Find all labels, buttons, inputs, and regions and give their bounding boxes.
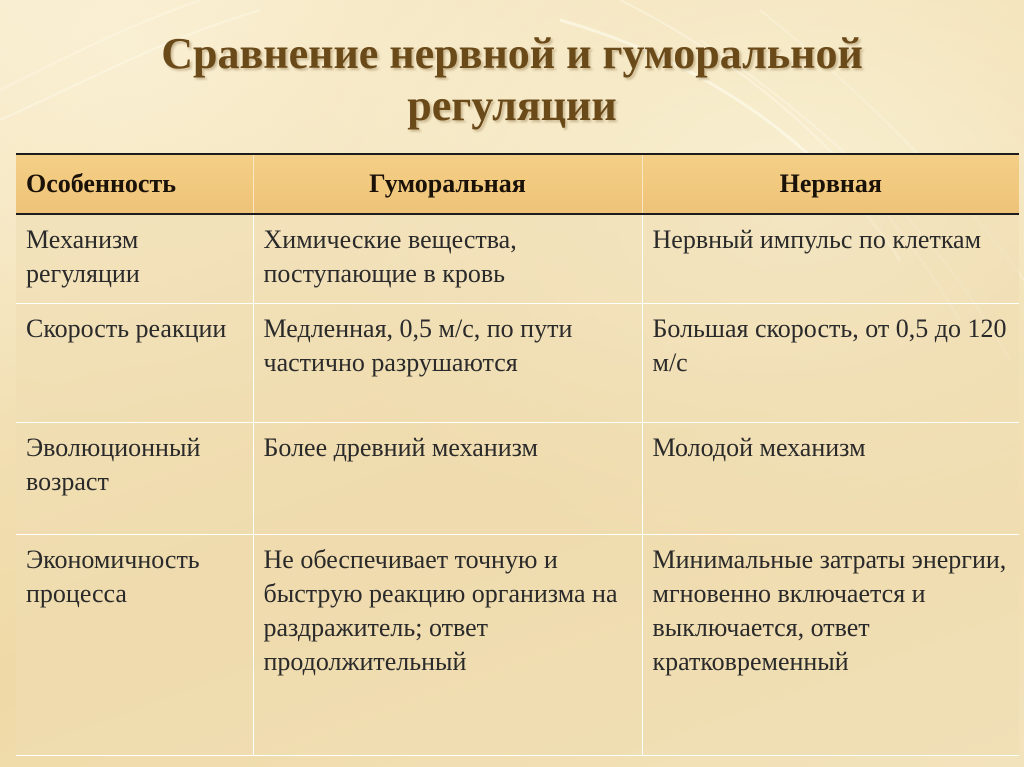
page-title-line-1: Сравнение нервной и гуморальной [161, 29, 863, 78]
table-row [16, 535, 1019, 756]
column-header-feature: Особенность [16, 154, 253, 214]
cell-feature: Скорость реакции [16, 304, 253, 423]
cell-nervous: Минимальные затраты энергии, мгновенно включается и выключается, ответ кратковременный [642, 535, 1019, 756]
table-header-row [16, 154, 1019, 214]
cell-nervous: Нервный импульс по клеткам [642, 214, 1019, 304]
page-title-line-2: регуляции [407, 81, 617, 130]
table-row [16, 423, 1019, 535]
page-title [0, 28, 1024, 132]
cell-feature: Экономичность процесса [16, 535, 253, 756]
column-header-nervous: Нервная [642, 154, 1019, 214]
cell-humoral: Медленная, 0,5 м/с, по пути частично разрушаются [253, 304, 642, 423]
column-header-humoral: Гуморальная [253, 154, 642, 214]
cell-nervous: Большая скорость, от 0,5 до 120 м/с [642, 304, 1019, 423]
comparison-table [16, 153, 1019, 756]
cell-humoral: Химические вещества, поступающие в кровь [253, 214, 642, 304]
cell-nervous: Молодой механизм [642, 423, 1019, 535]
cell-humoral: Более древний механизм [253, 423, 642, 535]
cell-humoral: Не обеспечивает точную и быструю реакцию организма на раздражитель; ответ продолжительный [253, 535, 642, 756]
cell-feature: Эволюционный возраст [16, 423, 253, 535]
table-row [16, 304, 1019, 423]
table-row [16, 214, 1019, 304]
cell-feature: Механизм регуляции [16, 214, 253, 304]
